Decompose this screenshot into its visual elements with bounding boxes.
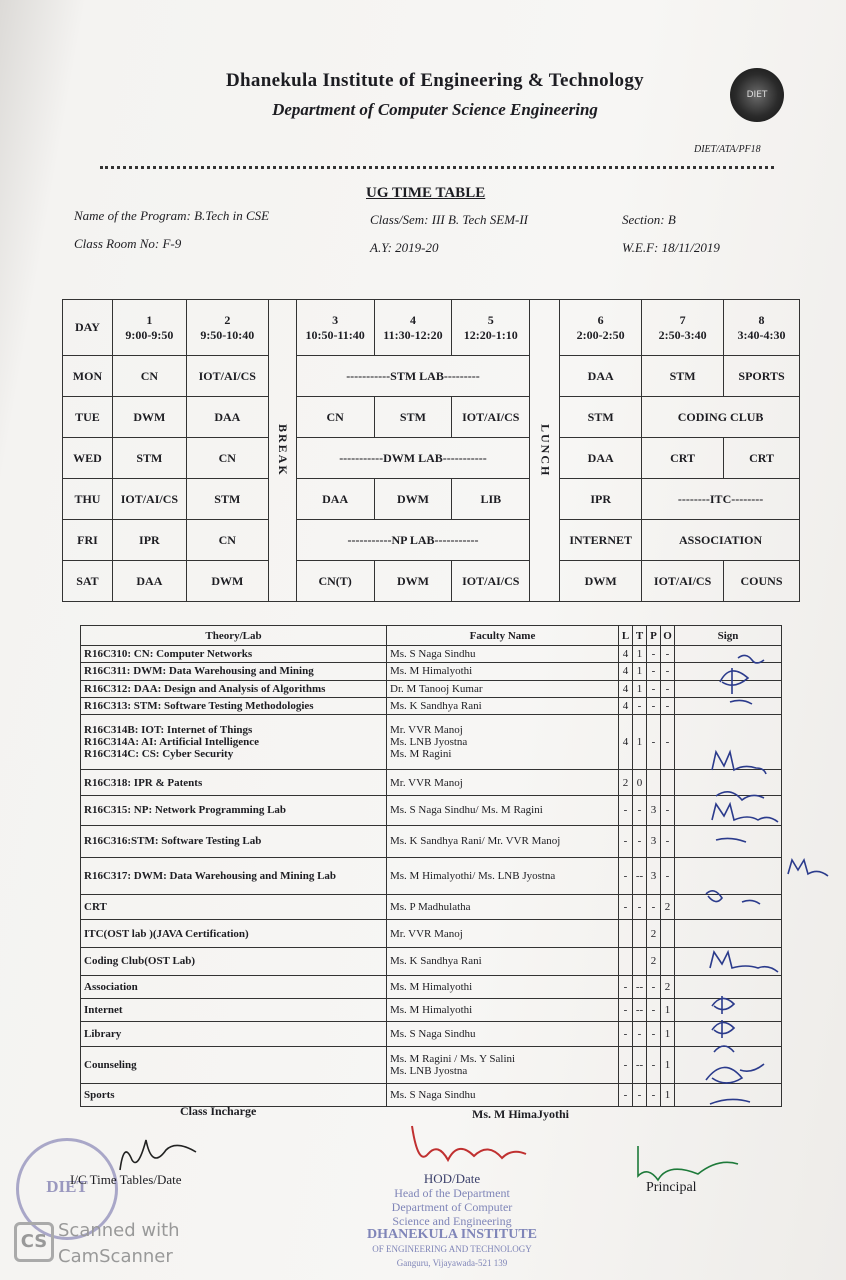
timetable-header-row	[63, 300, 800, 356]
signature-mark	[710, 1099, 750, 1104]
class-incharge-name: Ms. M HimaJyothi	[472, 1107, 569, 1121]
l-cell: -	[619, 795, 633, 825]
faculty-row	[81, 680, 782, 697]
faculty-cell: Ms. S Naga Sindhu/ Ms. M Ragini	[387, 795, 619, 825]
t-cell: -	[633, 697, 647, 714]
period-header: 2 9:50-10:40	[186, 300, 268, 356]
l-cell: -	[619, 1083, 633, 1106]
signature-mark	[712, 752, 766, 774]
t-cell: --	[633, 975, 647, 998]
hod-signature	[400, 1120, 550, 1176]
signature-mark	[788, 860, 828, 876]
t-cell	[633, 920, 647, 948]
o-cell: 2	[661, 975, 675, 998]
t-cell: -	[633, 825, 647, 857]
hod-stamp-line: Science and Engineering	[392, 1214, 512, 1228]
p-cell: 2	[647, 920, 661, 948]
document-number: DIET/ATA/PF18	[694, 144, 761, 155]
day-cell: FRI	[63, 520, 113, 561]
academic-year: A.Y: 2019-20	[370, 240, 439, 255]
activity-cell: ASSOCIATION	[642, 520, 800, 561]
lab-cell: -----------DWM LAB-----------	[296, 438, 530, 479]
signature-mark	[716, 838, 746, 842]
signature-mark	[706, 1064, 764, 1083]
hod-date-label: HOD/Date	[423, 1171, 481, 1186]
p-cell: -	[647, 894, 661, 919]
o-cell: -	[661, 715, 675, 770]
break-column: BREAK	[268, 300, 296, 602]
subject-cell: R16C314B: IOT: Internet of Things R16C314A: AI: Artificial Intelligence R16C314C: CS: Cyber Security	[81, 715, 387, 770]
period-cell: STM	[374, 397, 452, 438]
subject-cell: R16C312: DAA: Design and Analysis of Algorithms	[81, 680, 387, 697]
o-cell: 1	[661, 1021, 675, 1046]
t-cell: 1	[633, 663, 647, 680]
period-cell: DAA	[112, 561, 186, 602]
p-cell: -	[647, 1083, 661, 1106]
p-cell: -	[647, 715, 661, 770]
faculty-row	[81, 825, 782, 857]
faculty-row	[81, 894, 782, 919]
activity-cell: CODING CLUB	[642, 397, 800, 438]
t-cell: 0	[633, 770, 647, 795]
camscanner-text: CamScanner	[58, 1246, 173, 1267]
subject-cell: R16C316:STM: Software Testing Lab	[81, 825, 387, 857]
day-cell: MON	[63, 356, 113, 397]
period-cell: DAA	[560, 356, 642, 397]
l-cell: 4	[619, 715, 633, 770]
p-cell: 3	[647, 825, 661, 857]
faculty-cell: Ms. M Himalyothi/ Ms. LNB Jyostna	[387, 858, 619, 895]
faculty-row	[81, 1046, 782, 1083]
o-cell: -	[661, 663, 675, 680]
period-cell: IOT/AI/CS	[452, 561, 530, 602]
timetable-row-thu	[63, 479, 800, 520]
divider	[100, 166, 774, 169]
section: Section: B	[622, 212, 676, 227]
l-cell: 4	[619, 697, 633, 714]
subject-cell: R16C318: IPR & Patents	[81, 770, 387, 795]
p-cell: 3	[647, 795, 661, 825]
o-cell	[661, 770, 675, 795]
t-header: T	[633, 626, 647, 646]
l-cell	[619, 947, 633, 975]
o-header: O	[661, 626, 675, 646]
o-cell: -	[661, 858, 675, 895]
subject-cell: Internet	[81, 998, 387, 1021]
period-cell: STM	[186, 479, 268, 520]
t-cell: -	[633, 795, 647, 825]
faculty-cell: Ms. S Naga Sindhu	[387, 1083, 619, 1106]
t-cell: -	[633, 1021, 647, 1046]
l-cell: -	[619, 825, 633, 857]
period-cell: CN	[112, 356, 186, 397]
faculty-cell: Dr. M Tanooj Kumar	[387, 680, 619, 697]
signature-mark	[738, 655, 764, 663]
t-cell: -	[633, 894, 647, 919]
faculty-row	[81, 947, 782, 975]
signature-mark	[716, 792, 764, 800]
t-cell: -	[633, 1083, 647, 1106]
class-sem: Class/Sem: III B. Tech SEM-II	[370, 212, 529, 227]
period-cell: DAA	[186, 397, 268, 438]
faculty-cell: Ms. M Himalyothi	[387, 663, 619, 680]
camscanner-logo: CS	[14, 1222, 54, 1262]
period-header: 5 12:20-1:10	[452, 300, 530, 356]
faculty-cell: Ms. M Himalyothi	[387, 975, 619, 998]
lunch-column: LUNCH	[530, 300, 560, 602]
day-cell: WED	[63, 438, 113, 479]
signature-mark	[712, 996, 734, 1014]
institute-stamp: DIET	[16, 1138, 118, 1240]
faculty-row	[81, 697, 782, 714]
t-cell	[633, 947, 647, 975]
hod-stamp-line: Ganguru, Vijayawada-521 139	[396, 1258, 508, 1268]
period-cell: DWM	[560, 561, 642, 602]
subject-cell: R16C311: DWM: Data Warehousing and Mining	[81, 663, 387, 680]
faculty-cell: Ms. K Sandhya Rani	[387, 947, 619, 975]
p-cell: -	[647, 663, 661, 680]
period-header: 7 2:50-3:40	[642, 300, 724, 356]
faculty-cell: Mr. VVR Manoj	[387, 770, 619, 795]
timetable-row-wed	[63, 438, 800, 479]
day-cell: TUE	[63, 397, 113, 438]
p-cell	[647, 770, 661, 795]
day-header: DAY	[63, 300, 113, 356]
day-cell: SAT	[63, 561, 113, 602]
p-header: P	[647, 626, 661, 646]
period-header: 8 3:40-4:30	[724, 300, 800, 356]
period-cell: DWM	[374, 561, 452, 602]
period-cell: DWM	[374, 479, 452, 520]
p-cell: 2	[647, 947, 661, 975]
hod-block	[342, 1172, 562, 1270]
faculty-cell: Ms. M Himalyothi	[387, 998, 619, 1021]
p-cell: -	[647, 680, 661, 697]
program-name: Name of the Program: B.Tech in CSE	[74, 208, 270, 223]
classroom-no: Class Room No: F-9	[74, 236, 182, 251]
signature-mark	[712, 1020, 734, 1038]
signature-mark	[712, 804, 778, 822]
class-incharge-label: Class Incharge	[180, 1104, 257, 1118]
faculty-cell: Mr. VVR Manoj Ms. LNB Jyostna Ms. M Ragini	[387, 715, 619, 770]
period-cell: DAA	[560, 438, 642, 479]
p-cell: -	[647, 998, 661, 1021]
period-cell: CN	[296, 397, 374, 438]
faculty-row	[81, 770, 782, 795]
camscanner-text: Scanned with	[58, 1220, 180, 1241]
period-cell: STM	[112, 438, 186, 479]
t-cell: 1	[633, 646, 647, 663]
period-cell: IOT/AI/CS	[186, 356, 268, 397]
period-cell: COUNS	[724, 561, 800, 602]
faculty-row	[81, 975, 782, 998]
o-cell	[661, 947, 675, 975]
period-header: 6 2:00-2:50	[560, 300, 642, 356]
wef-date: W.E.F: 18/11/2019	[622, 240, 720, 255]
subject-cell: Coding Club(OST Lab)	[81, 947, 387, 975]
faculty-cell: Ms. K Sandhya Rani	[387, 697, 619, 714]
principal-label: Principal	[646, 1180, 697, 1195]
t-cell: --	[633, 858, 647, 895]
period-header: 3 10:50-11:40	[296, 300, 374, 356]
period-cell: CRT	[642, 438, 724, 479]
o-cell: -	[661, 646, 675, 663]
period-cell: CN	[186, 438, 268, 479]
p-cell: -	[647, 975, 661, 998]
l-cell: -	[619, 998, 633, 1021]
faculty-table	[80, 625, 782, 1107]
signature-mark	[714, 1046, 734, 1052]
o-cell: 1	[661, 1083, 675, 1106]
l-cell: 2	[619, 770, 633, 795]
hod-stamp-line: OF ENGINEERING AND TECHNOLOGY	[372, 1244, 532, 1254]
subject-cell: ITC(OST lab )(JAVA Certification)	[81, 920, 387, 948]
l-cell: 4	[619, 663, 633, 680]
l-cell: -	[619, 894, 633, 919]
faculty-cell: Ms. S Naga Sindhu	[387, 1021, 619, 1046]
department-name: Department of Computer Science Engineering	[272, 100, 598, 119]
faculty-row	[81, 998, 782, 1021]
timetable-row-fri	[63, 520, 800, 561]
institute-logo: DIET	[730, 68, 784, 122]
l-cell: -	[619, 1021, 633, 1046]
period-cell: CRT	[724, 438, 800, 479]
sign-header: Sign	[675, 626, 782, 646]
activity-cell: --------ITC--------	[642, 479, 800, 520]
faculty-row	[81, 715, 782, 770]
subject-cell: Library	[81, 1021, 387, 1046]
subject-cell: R16C310: CN: Computer Networks	[81, 646, 387, 663]
o-cell: 1	[661, 998, 675, 1021]
subject-cell: Sports	[81, 1083, 387, 1106]
period-cell: DWM	[186, 561, 268, 602]
faculty-row	[81, 1021, 782, 1046]
period-cell: SPORTS	[724, 356, 800, 397]
faculty-cell: Ms. S Naga Sindhu	[387, 646, 619, 663]
l-cell: 4	[619, 680, 633, 697]
faculty-cell: Ms. M Ragini / Ms. Y Salini Ms. LNB Jyostna	[387, 1046, 619, 1083]
l-cell: -	[619, 975, 633, 998]
faculty-row	[81, 920, 782, 948]
timetable-row-mon	[63, 356, 800, 397]
period-cell: IPR	[112, 520, 186, 561]
subject-cell: R16C315: NP: Network Programming Lab	[81, 795, 387, 825]
subject-cell: Association	[81, 975, 387, 998]
p-cell: -	[647, 697, 661, 714]
l-cell: 4	[619, 646, 633, 663]
page-title: UG TIME TABLE	[366, 185, 486, 201]
handwritten-signatures	[700, 640, 830, 1110]
subject-header: Theory/Lab	[81, 626, 387, 646]
period-cell: INTERNET	[560, 520, 642, 561]
period-cell: LIB	[452, 479, 530, 520]
period-cell: IOT/AI/CS	[642, 561, 724, 602]
lab-cell: -----------NP LAB-----------	[296, 520, 530, 561]
faculty-cell: Ms. K Sandhya Rani/ Mr. VVR Manoj	[387, 825, 619, 857]
o-cell	[661, 920, 675, 948]
o-cell: -	[661, 795, 675, 825]
subject-cell: CRT	[81, 894, 387, 919]
t-cell: --	[633, 998, 647, 1021]
p-cell: -	[647, 646, 661, 663]
l-header: L	[619, 626, 633, 646]
period-cell: DWM	[112, 397, 186, 438]
o-cell: -	[661, 697, 675, 714]
o-cell: 2	[661, 894, 675, 919]
period-cell: STM	[642, 356, 724, 397]
t-cell: 1	[633, 680, 647, 697]
timetable	[62, 299, 800, 602]
period-cell: STM	[560, 397, 642, 438]
p-cell: -	[647, 1021, 661, 1046]
subject-cell: Counseling	[81, 1046, 387, 1083]
hod-stamp-line: Head of the Department	[394, 1186, 510, 1200]
t-cell: 1	[633, 715, 647, 770]
period-header: 4 11:30-12:20	[374, 300, 452, 356]
signature-mark	[706, 891, 760, 904]
p-cell: 3	[647, 858, 661, 895]
faculty-row	[81, 646, 782, 663]
institute-name: Dhanekula Institute of Engineering & Technology	[226, 70, 644, 91]
signature-mark	[730, 700, 752, 704]
faculty-row	[81, 663, 782, 680]
signature-mark	[710, 952, 778, 972]
l-cell	[619, 920, 633, 948]
ic-timetable-label: I/C Time Tables/Date	[70, 1172, 182, 1187]
o-cell: 1	[661, 1046, 675, 1083]
o-cell: -	[661, 825, 675, 857]
t-cell: --	[633, 1046, 647, 1083]
faculty-row	[81, 858, 782, 895]
period-header: 1 9:00-9:50	[112, 300, 186, 356]
hod-stamp-line: DHANEKULA INSTITUTE	[367, 1227, 537, 1242]
period-cell: IOT/AI/CS	[452, 397, 530, 438]
hod-stamp-line: Department of Computer	[391, 1200, 513, 1214]
period-cell: CN	[186, 520, 268, 561]
timetable-row-sat	[63, 561, 800, 602]
l-cell: -	[619, 858, 633, 895]
faculty-header: Faculty Name	[387, 626, 619, 646]
p-cell: -	[647, 1046, 661, 1083]
period-cell: CN(T)	[296, 561, 374, 602]
timetable-row-tue	[63, 397, 800, 438]
period-cell: IOT/AI/CS	[112, 479, 186, 520]
faculty-row	[81, 795, 782, 825]
day-cell: THU	[63, 479, 113, 520]
faculty-cell: Mr. VVR Manoj	[387, 920, 619, 948]
signature-mark	[720, 668, 748, 694]
faculty-cell: Ms. P Madhulatha	[387, 894, 619, 919]
period-cell: IPR	[560, 479, 642, 520]
subject-cell: R16C313: STM: Software Testing Methodologies	[81, 697, 387, 714]
faculty-header-row	[81, 626, 782, 646]
subject-cell: R16C317: DWM: Data Warehousing and Mining Lab	[81, 858, 387, 895]
o-cell: -	[661, 680, 675, 697]
l-cell: -	[619, 1046, 633, 1083]
lab-cell: -----------STM LAB---------	[296, 356, 530, 397]
period-cell: DAA	[296, 479, 374, 520]
